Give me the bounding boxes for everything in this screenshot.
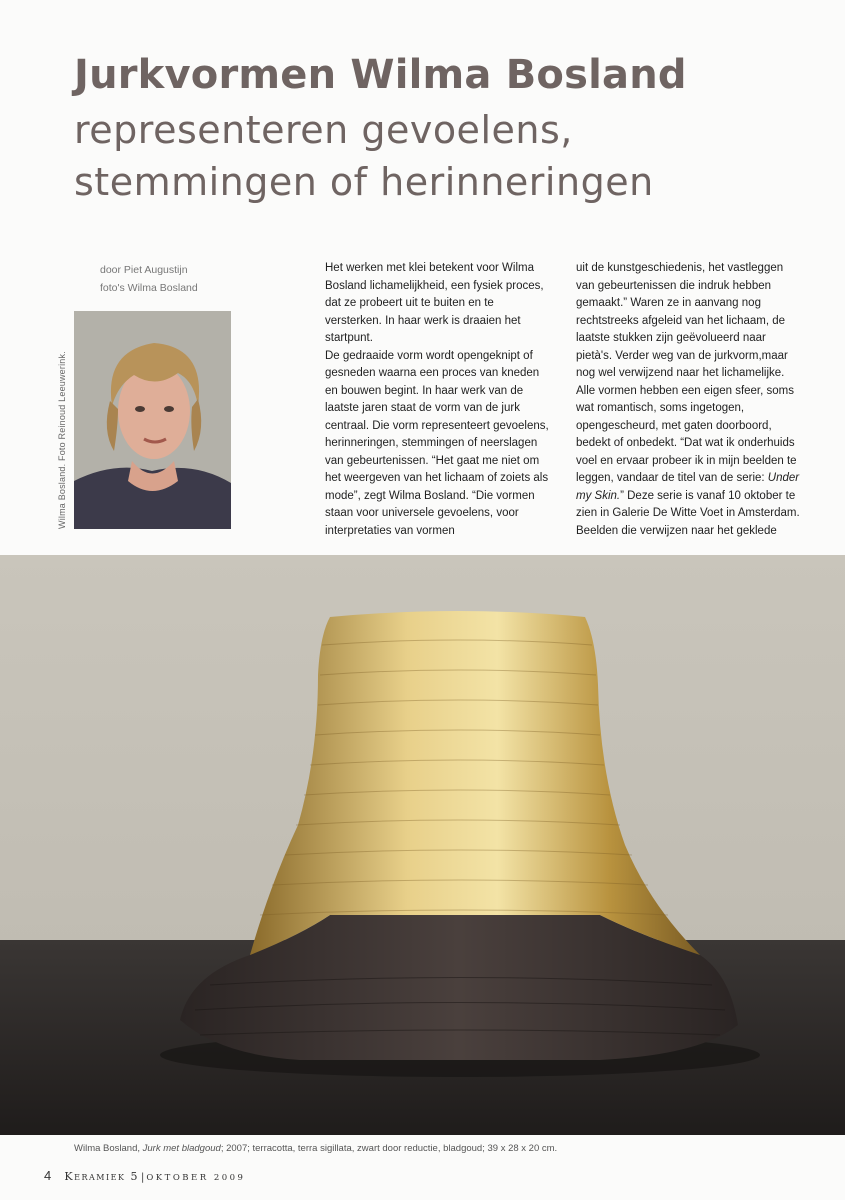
caption-artist: Wilma Bosland, (74, 1143, 143, 1154)
article-column-1 (325, 260, 551, 540)
headline-line-3: stemmingen of herinneringen (74, 160, 654, 204)
byline (100, 261, 198, 297)
author-credit: door Piet Augustijn (100, 264, 188, 276)
series-title: Under my Skin. (576, 472, 800, 502)
article-paragraph: Het werken met klei betekent voor Wilma Bosland lichamelijkheid, een fysiek proces, dat ze probeert uit te buiten en te versterken. In haar werk is draaien het startpunt. (325, 262, 544, 344)
article-paragraph (576, 260, 802, 540)
issue-date: OKTOBER 2009 (146, 1173, 246, 1183)
portrait-caption: Wilma Bosland. Foto Reinoud Leeuwerink. (57, 351, 67, 529)
page-footer (44, 1168, 245, 1183)
article-paragraph: De gedraaide vorm wordt opengeknipt of gesneden waarna een proces van kneden en bouwen begint. In haar werk van de laatste jaren staat de vorm van de jurk centraal. Die vorm representeert gevoelens, herinneringen, stemmingen of neerslagen van gebeurtenissen. “Het gaat me niet om het weergeven van het lichaam of zoiets als mode”, zegt Wilma Bosland. “Die vormen staan voor universele gevoelens, voor interpretaties van vormen (325, 349, 549, 537)
article-text: uit de kunstgeschiedenis, het vastleggen van gebeurtenissen die indruk hebben gemaakt.” Waren ze in aanvang nog rechtstreeks afgeleid van het lichaam, de laatste stukken zijn geëvolueerd naar pietà's. Verder weg van de jurkvorm,maar nog wel verwijzend naar het lichamelijke. Alle vormen hebben een eigen sfeer, soms wat romantisch, soms ingetogen, opengescheurd, met gaten doorboord, bedekt of onbedekt. “Dat wat ik onderhuids voel en ervaar probeer ik in mijn beelden te leggen, vandaar de titel van de serie: (576, 262, 797, 484)
caption-details: ; 2007; terracotta, terra sigillata, zwart door reductie, bladgoud; 39 x 28 x 20 cm. (220, 1143, 558, 1154)
headline (74, 46, 814, 208)
portrait-photo (74, 311, 231, 529)
artwork-caption (74, 1143, 557, 1154)
artwork-photo (0, 555, 845, 1135)
headline-line-1: Jurkvormen Wilma Bosland (74, 52, 687, 98)
portrait-illustration (74, 311, 231, 529)
article-column-2 (576, 260, 802, 540)
photo-credit-line: foto's Wilma Bosland (100, 282, 198, 294)
caption-work-title: Jurk met bladgoud (142, 1143, 221, 1154)
footer-separator: | (140, 1172, 145, 1183)
headline-line-2: representeren gevoelens, (74, 108, 573, 152)
article-text: ” Deze serie is vanaf 10 oktober te zien in Galerie De Witte Voet in Amsterdam. Beelden die verwijzen naar het geklede (576, 489, 800, 537)
page-number: 4 (44, 1168, 52, 1183)
artwork-illustration (0, 555, 845, 1135)
magazine-name: Keramiek 5 (64, 1170, 139, 1183)
